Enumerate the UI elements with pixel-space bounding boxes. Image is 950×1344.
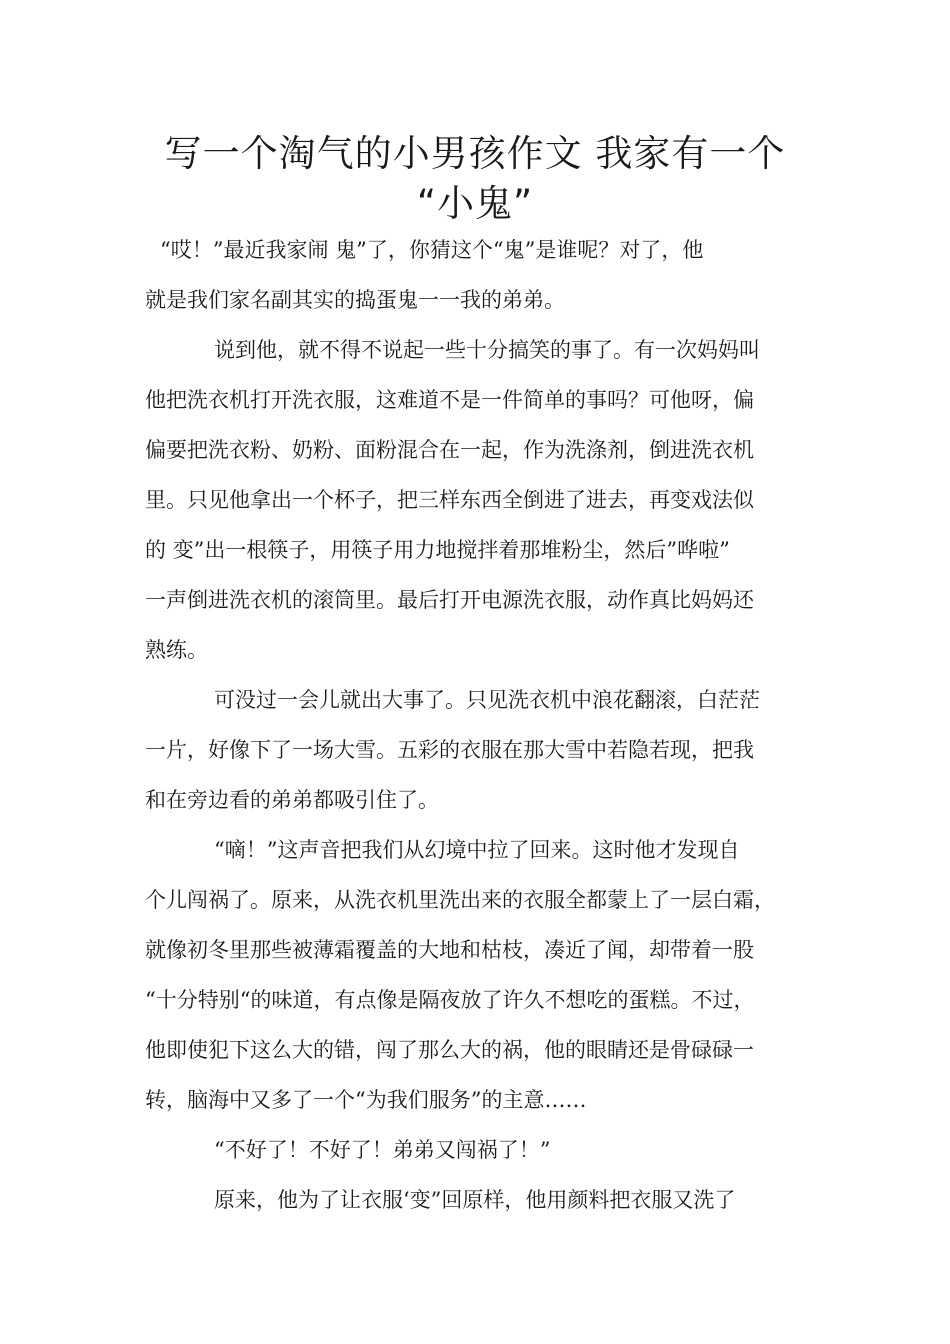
body-line: 他即使犯下这么大的错，闯了那么大的祸，他的眼睛还是骨碌碌一 <box>145 1038 754 1062</box>
body-line: 转，脑海中又多了一个“为我们服务”的主意…… <box>145 1088 587 1112</box>
body-line: 和在旁边看的弟弟都吸引住了。 <box>145 788 439 812</box>
body-line: “哎！”最近我家闹 鬼”了，你猜这个“鬼”是谁呢？对了，他 <box>160 238 704 262</box>
body-line: 说到他，就不得不说起一些十分搞笑的事了。有一次妈妈叫 <box>214 338 760 362</box>
body-line: 原来，他为了让衣服‘变”回原样，他用颜料把衣服又洗了 <box>214 1188 736 1212</box>
body-line: “十分特别“的味道，有点像是隔夜放了许久不想吃的蛋糕。不过， <box>145 988 755 1012</box>
body-line: 里。只见他拿出一个杯子，把三样东西全倒进了进去，再变戏法似 <box>145 488 754 512</box>
body-line: “嘀！”这声音把我们从幻境中拉了回来。这时他才发现自 <box>214 838 740 862</box>
body-line: 就像初冬里那些被薄霜覆盖的大地和枯枝，凑近了闻，却带着一股 <box>145 938 754 962</box>
body-line: 一片，好像下了一场大雪。五彩的衣服在那大雪中若隐若现，把我 <box>145 738 754 762</box>
body-line: 偏要把洗衣粉、奶粉、面粉混合在一起，作为洗涤剂，倒进洗衣机 <box>145 438 754 462</box>
body-line: 一声倒进洗衣机的滚筒里。最后打开电源洗衣服，动作真比妈妈还 <box>145 588 754 612</box>
body-line: 的 变”出一根筷子，用筷子用力地搅拌着那堆粉尘，然后”哗啦” <box>145 538 730 562</box>
body-line: 就是我们家名副其实的捣蛋鬼一一我的弟弟。 <box>145 288 565 312</box>
title-line-2: “小鬼” <box>416 182 534 225</box>
body-line: 他把洗衣机打开洗衣服，这难道不是一件简单的事吗？可他呀，偏 <box>145 388 754 412</box>
body-line: 可没过一会儿就出大事了。只见洗衣机中浪花翻滚，白茫茫 <box>214 688 760 712</box>
body-line: “不好了！不好了！弟弟又闯祸了！” <box>214 1138 551 1162</box>
body-line: 个儿闯祸了。原来，从洗衣机里洗出来的衣服全都蒙上了一层白霜， <box>145 888 775 912</box>
title-line-1: 写一个淘气的小男孩作文 我家有一个 <box>164 132 786 175</box>
body-line: 熟练。 <box>145 638 208 662</box>
